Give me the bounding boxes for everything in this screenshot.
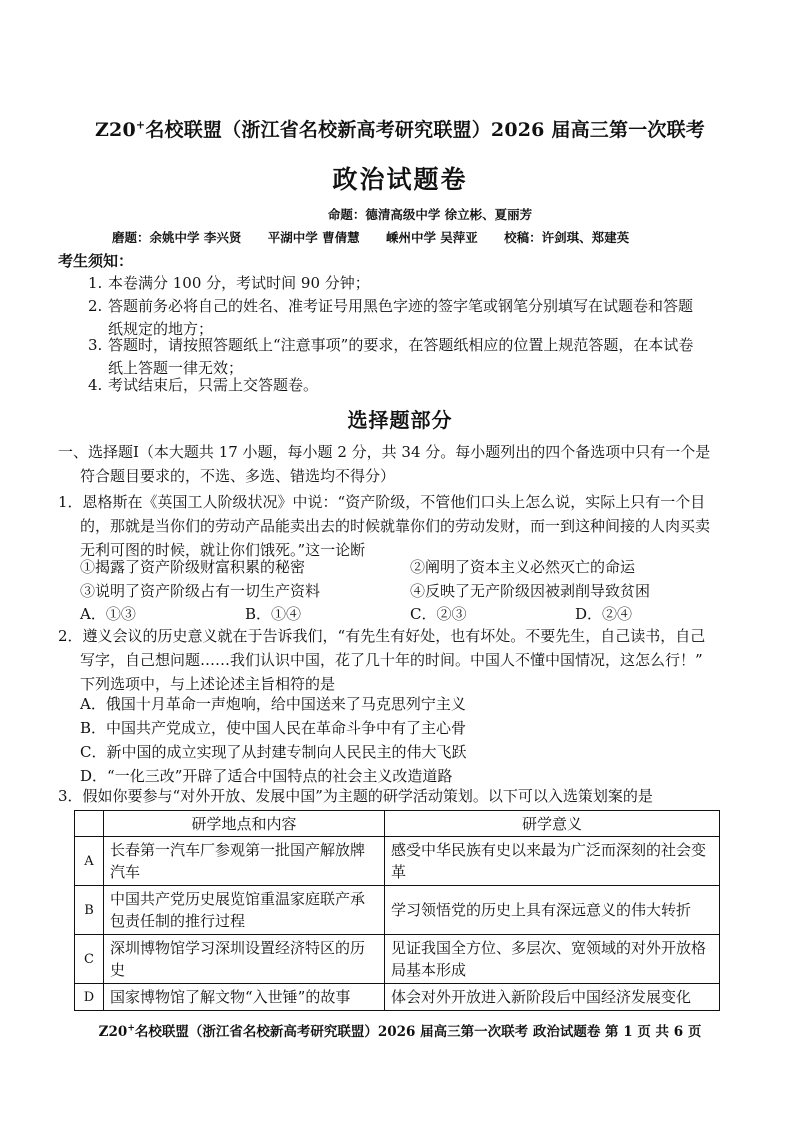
exam-subtitle: 政治试题卷 [332,165,468,194]
credits-authors: 命题：德清高级中学 徐立彬、夏丽芳 [327,207,533,222]
notice-item-3: 3. 答题时，请按照答题纸上“注意事项”的要求，在答题纸相应的位置上规范答题，在本试卷 纸上答题一律无效； [88,336,694,377]
column-header: 研学意义 [385,811,720,837]
study-plan-table [74,810,720,1011]
question-1-stem: 1．恩格斯在《英国工人阶级状况》中说：“资产阶级，不管他们口头上怎么说，实际上只有一个目 的，那就是当你们的劳动产品能卖出去的时候就靠你们的劳动发财，而一到这种间接的人肉买卖 无利可图的时候，就让你们饿死。”这一论断 [58,493,711,559]
table-row: A 长春第一汽车厂参观第一批国产解放牌汽车 感受中华民族有史以来最为广泛而深刻的社会变革 [75,837,720,886]
question-2-stem: 2．遵义会议的历史意义就在于告诉我们，“有先生有好处，也有坏处。不要先生，自己读书，自己 写字，自己想问题……我们认识中国，花了几十年的时间。中国人不懂中国情况，这怎么行！” 下列选项中，与上述论述主旨相符的是 [58,627,706,693]
table-row: D 国家博物馆了解文物“入世锤”的故事 体会对外开放进入新阶段后中国经济发展变化 [75,984,720,1011]
part-intro: 一、选择题Ⅰ（本大题共 17 小题，每小题 2 分，共 34 分。每小题列出的四个备选项中只有一个是 符合题目要求的，不选、多选、错选均不得分） [58,443,711,485]
notice-heading: 考生须知： [58,252,134,270]
notice-item-4: 4. 考试结束后，只需上交答题卷。 [88,376,319,394]
question-2-choices: A．俄国十月革命一声炮响，给中国送来了马克思列宁主义 B．中国共产党成立，使中国人民在革命斗争中有了主心骨 C．新中国的成立实现了从封建专制向人民民主的伟大飞跃 D．“一化三改”开辟了适合中国特点的社会主义改造道路 [80,695,467,785]
table-header-row [75,811,720,837]
question-1-statements: ①揭露了资产阶级财富积累的秘密 ②阐明了资本主义必然灭亡的命运 ③说明了资产阶级占有一切生产资料 ④反映了无产阶级因被剥削导致贫困 [80,558,651,600]
column-header: 研学地点和内容 [104,811,385,837]
question-1-choices: A．①③ B．①④ C．②③ D．②④ [80,605,633,623]
question-3-stem: 3．假如你要参与“对外开放、发展中国”为主题的研学活动策划。以下可以入选策划案的是 [58,787,653,805]
exam-title: Z20+名校联盟（浙江省名校新高考研究联盟）2026 届高三第一次联考 [94,118,706,141]
page-footer: Z20+名校联盟（浙江省名校新高考研究联盟）2026 届高三第一次联考 政治试题卷 第 1 页 共 6 页 [98,1023,702,1040]
table-row: B 中国共产党历史展览馆重温家庭联产承包责任制的推行过程 学习领悟党的历史上具有深远意义的伟大转折 [75,886,720,935]
notice-item-1: 1. 本卷满分 100 分，考试时间 90 分钟； [88,274,370,292]
table-row: C 深圳博物馆学习深圳设置经济特区的历史 见证我国全方位、多层次、宽领域的对外开放格局基本形成 [75,935,720,984]
notice-item-2: 2. 答题前务必将自己的姓名、准考证号用黑色字迹的签字笔或钢笔分别填写在试题卷和答题 纸规定的地方； [88,297,694,338]
section-title: 选择题部分 [347,408,453,432]
credits-reviewers: 磨题：余姚中学 李兴贤 平湖中学 曹倩慧 嵊州中学 吴萍亚 校稿：许剑琪、郑建英 [112,230,630,245]
